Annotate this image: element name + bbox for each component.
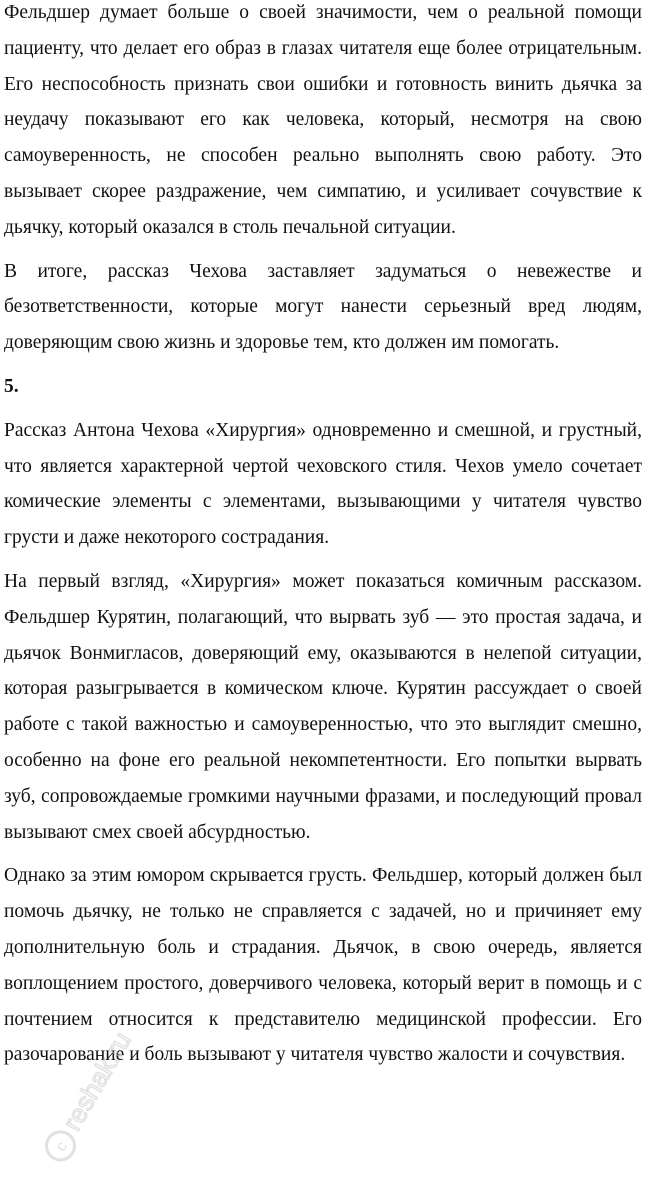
paragraph-hidden-sadness: Однако за этим юмором скрывается грусть. Фельдшер, который должен был помочь дьячку, не только не справляется с задачей, но и причиняет ему дополнительную боль и страдания. Дьячок, в свою очередь, является воплощением простого, доверчивого человека, который верит в помощь и с почтением относится к представителю медицинской профессии. Его разочарование и боль вызывают у читателя чувство жалости и сочувствия.	[4, 865, 642, 1066]
paragraph-first-glance: На первый взгляд, «Хирургия» может показаться комичным рассказом. Фельдшер Курятин, полагающий, что вырвать зуб — это простая задача, и дьячок Вонмигласов, доверяющий ему, оказываются в нелепой ситуации, которая разыгрывается в комическом ключе. Курятин рассуждает о своей работе с такой важностью и самоуверенностью, что это выглядит смешно, особенно на фоне его реальной некомпетентности. Его попытки вырвать зуб, сопровождаемые громкими научными фразами, и последующий провал вызывают смех своей абсурдностью.	[4, 570, 642, 843]
section-number: 5.	[4, 375, 19, 397]
watermark-text: reshak.ru	[56, 1026, 137, 1136]
paragraph-conclusion: В итоге, рассказ Чехова заставляет задуматься о невежестве и безответственности, которые могут нанести серьезный вред людям, доверяющим свою жизнь и здоровье тем, кто должен им помогать.	[4, 260, 642, 354]
paragraph-feldsher-significance: Фельдшер думает больше о своей значимости, чем о реальной помощи пациенту, что делает его образ в глазах читателя еще более отрицательным. Его неспособность признать свои ошибки и готовность винить дьячка за неудачу показывают его как человека, который, несмотря на свою самоуверенность, не способен реально выполнять свою работу. Это вызывает скорее раздражение, чем симпатию, и усиливает сочувствие к дьячку, который оказался в столь печальной ситуации.	[4, 2, 642, 238]
paragraph-funny-and-sad: Рассказ Антона Чехова «Хирургия» одновременно и смешной, и грустный, что является характерной чертой чеховского стиля. Чехов умело сочетает комические элементы с элементами, вызывающими у читателя чувство грусти и даже некоторого сострадания.	[4, 419, 642, 549]
copyright-letter-icon: c	[52, 1138, 72, 1155]
copyright-circle-icon	[41, 1127, 79, 1165]
document-page	[4, 0, 642, 1081]
